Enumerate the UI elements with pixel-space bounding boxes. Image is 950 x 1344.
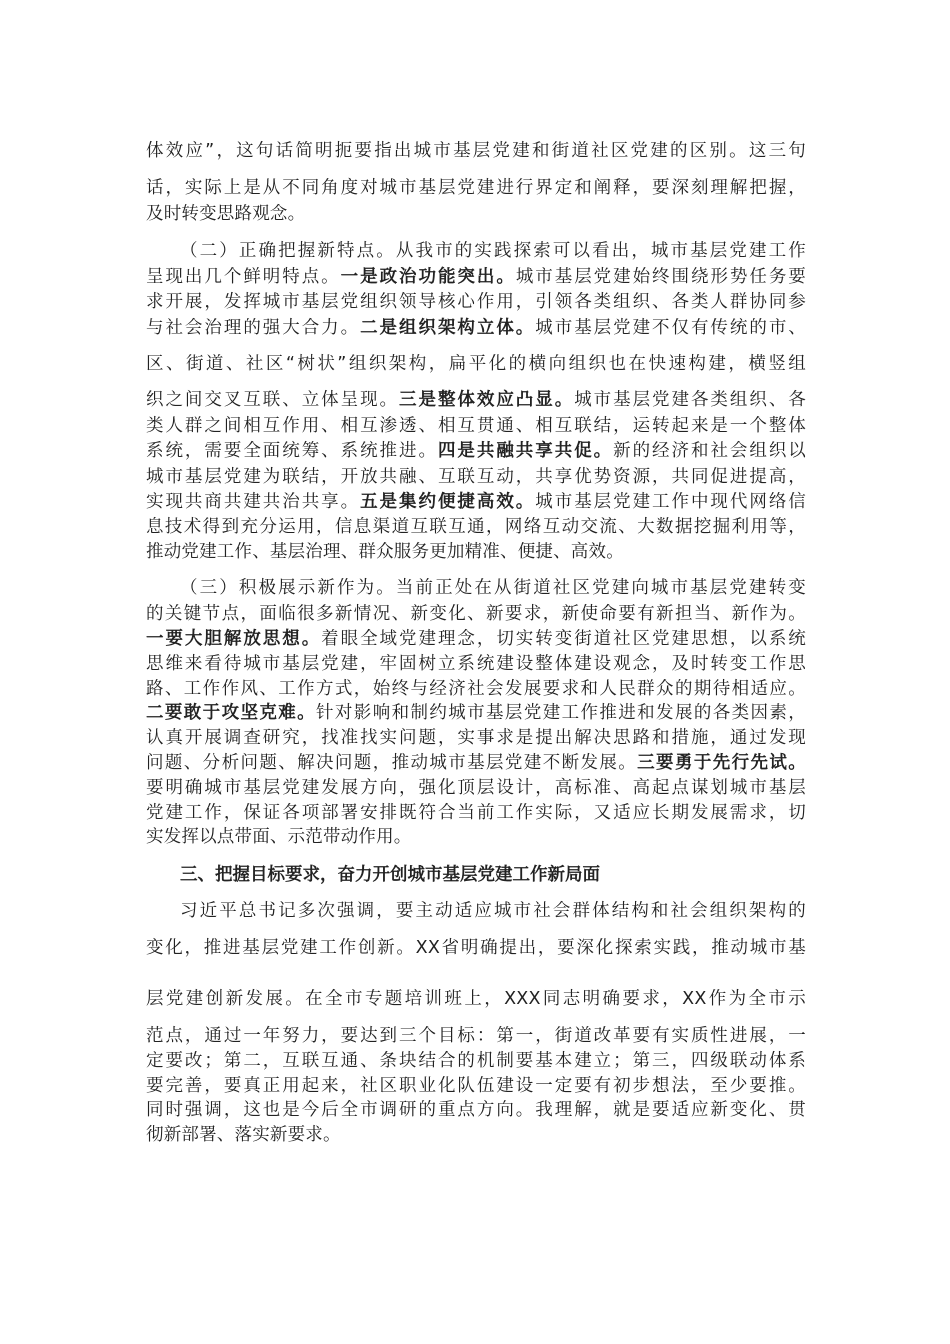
text-line: 变化，推进基层党建工作创新。XX省明确提出，要深化探索实践，推动城市基 xyxy=(146,938,806,958)
paragraph-start-line: （二）正确把握新特点。从我市的实践探索可以看出，城市基层党建工作 xyxy=(180,241,806,261)
text-line: 推动党建工作、基层治理、群众服务更加精准、便捷、高效。 xyxy=(146,542,624,562)
text-line: 求开展，发挥城市基层党组织领导核心作用，引领各类组织、各类人群协同参 xyxy=(146,292,806,312)
text-line: 类人群之间相互作用、相互渗透、相互贯通、相互联结，运转起来是一个整体 xyxy=(146,416,806,436)
text-line: 党建工作，保证各项部署安排既符合当前工作实际，又适应长期发展需求，切 xyxy=(146,803,806,823)
bold-point: 四是共融共享共促。 xyxy=(437,441,614,461)
bold-point: 一要大胆解放思想。 xyxy=(146,629,322,649)
text-line: 息技术得到充分运用，信息渠道互联互通，网络互动交流、大数据挖掘利用等， xyxy=(146,517,806,537)
text-line: 认真开展调查研究，找准找实问题，实事求是提出解决思路和措施，通过发现 xyxy=(146,728,806,748)
bold-point: 二是组织架构立体。 xyxy=(360,318,536,338)
paragraph-start-line: 习近平总书记多次强调，要主动适应城市社会群体结构和社会组织架构的 xyxy=(180,901,806,921)
paragraph-start-line: （三）积极展示新作为。当前正处在从街道社区党建向城市基层党建转变 xyxy=(180,578,806,598)
text-line: 城市基层党建为联结，开放共融、互联互动，共享优势资源，共同促进提高， xyxy=(146,467,806,487)
text-line: 一要大胆解放思想。着眼全域党建理念，切实转变街道社区党建思想，以系统 xyxy=(146,629,806,649)
text-line: 层党建创新发展。在全市专题培训班上，XXX同志明确要求，XX作为全市示 xyxy=(146,989,806,1009)
bold-point: 三是整体效应凸显。 xyxy=(399,390,575,410)
bold-point: 三要勇于先行先试。 xyxy=(637,753,806,773)
text-line: 问题、分析问题、解决问题，推动城市基层党建不断发展。三要勇于先行先试。 xyxy=(146,753,806,773)
text-line: 二要敢于攻坚克难。针对影响和制约城市基层党建工作推进和发展的各类因素， xyxy=(146,703,806,723)
text-line: 与社会治理的强大合力。二是组织架构立体。城市基层党建不仅有传统的市、 xyxy=(146,318,806,338)
text-line: 织之间交叉互联、立体呈现。三是整体效应凸显。城市基层党建各类组织、各 xyxy=(146,390,806,410)
text-line: 范点，通过一年努力，要达到三个目标：第一，街道改革要有实质性进展，一 xyxy=(146,1026,806,1046)
text-line: 实现共商共建共治共享。五是集约便捷高效。城市基层党建工作中现代网络信 xyxy=(146,492,806,512)
bold-point: 二要敢于攻坚克难。 xyxy=(146,703,317,723)
text-line: 思维来看待城市基层党建，牢固树立系统建设整体建设观念，及时转变工作思 xyxy=(146,654,806,674)
text-line: 体效应”，这句话简明扼要指出城市基层党建和街道社区党建的区别。这三句 xyxy=(146,141,806,161)
text-line: 的关键节点，面临很多新情况、新变化、新要求，新使命要有新担当、新作为。 xyxy=(146,604,806,624)
text-line: 实发挥以点带面、示范带动作用。 xyxy=(146,827,412,847)
text-line: 定要改；第二，互联互通、条块结合的机制要基本建立；第三，四级联动体系 xyxy=(146,1051,806,1071)
text-line: 及时转变思路观念。 xyxy=(146,204,306,224)
text-line: 要明确城市基层党建发展方向，强化顶层设计，高标准、高起点谋划城市基层 xyxy=(146,778,806,798)
text-line: 路、工作作风、工作方式，始终与经济社会发展要求和人民群众的期待相适应。 xyxy=(146,679,806,699)
text-line: 呈现出几个鲜明特点。一是政治功能突出。城市基层党建始终围绕形势任务要 xyxy=(146,267,806,287)
bold-point: 五是集约便捷高效。 xyxy=(360,492,536,512)
text-line: 同时强调，这也是今后全市调研的重点方向。我理解，就是要适应新变化、贯 xyxy=(146,1100,806,1120)
text-line: 要完善，要真正用起来，社区职业化队伍建设一定要有初步想法，至少要推。 xyxy=(146,1076,806,1096)
text-line: 系统，需要全面统筹、系统推进。四是共融共享共促。新的经济和社会组织以 xyxy=(146,441,806,461)
section-heading: 三、把握目标要求，奋力开创城市基层党建工作新局面 xyxy=(180,865,600,885)
text-line: 话，实际上是从不同角度对城市基层党建进行界定和阐释，要深刻理解把握， xyxy=(146,178,806,198)
text-line: 区、街道、社区“树状”组织架构，扁平化的横向组织也在快速构建，横竖组 xyxy=(146,354,806,374)
text-line: 彻新部署、落实新要求。 xyxy=(146,1125,341,1145)
bold-point: 一是政治功能突出。 xyxy=(340,267,516,287)
